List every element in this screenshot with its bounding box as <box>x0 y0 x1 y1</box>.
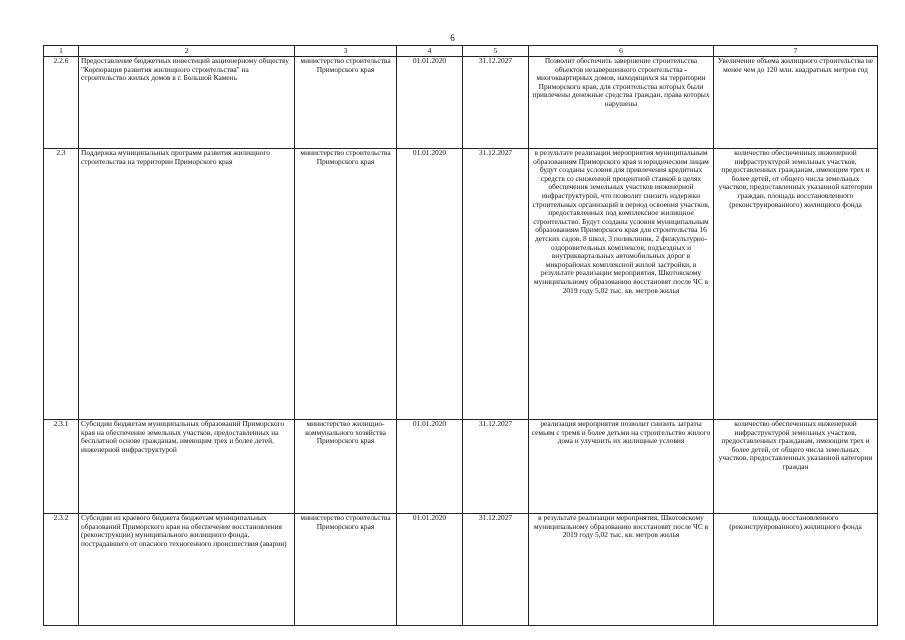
indicator: количество обеспеченных инженерной инфраструктурой земельных участков, предоставленных гражданам, имеющим трех и более детей, от общего числа земельных участков, предоставленных указанной категории граждан, площадь восстановленного (реконструированного) жилищного фонда <box>714 149 878 420</box>
header-cell: 6 <box>529 46 714 57</box>
expected-result: в результате реализации мероприятия муниципальным образованиям Приморского края и юридическим лицам будут созданы условия для привлечения кредитных средств со сниженной процентной ставкой в целях обеспечения земельных участков инженерной инфраструктурой, что позволит снизить издержки строительных организаций в период освоения участков, предоставленных под комплексное жилищное строительство. Будут созданы условия муниципальным образованиям Приморского края для строительства 16 детских садов, 8 школ, 3 поликлиник, 2 физкультурно-оздоровительных комплексов, подъездных и внутриквартальных автомобильных дорог в микрорайонах комплексной жилой застройки, в результате реализации мероприятия, Шкотовскому муниципальному образованию восстановят после ЧС в 2019 году 5,02 тыс. кв. метров жилья <box>529 149 714 420</box>
measure-name: Предоставление бюджетных инвестиций акционерному обществу "Корпорация развития жилищного строительства" на строительство жилых домов в г. Большой Камень <box>79 57 295 149</box>
indicator: Увеличение объема жилищного строительства не менее чем до 120 млн. квадратных метров год <box>714 57 878 149</box>
end-date: 31.12.2027 <box>463 57 529 149</box>
indicator: площадь восстановленного (реконструированного) жилищного фонда <box>714 514 878 626</box>
measure-name: Поддержка муниципальных программ развития жилищного строительства на территории Приморского края <box>79 149 295 420</box>
row-number: 2.3 <box>44 149 79 420</box>
table-row <box>44 420 878 514</box>
executor: министерство строительства Приморского края <box>295 514 397 626</box>
table-row <box>44 149 878 420</box>
header-cell: 5 <box>463 46 529 57</box>
start-date: 01.01.2020 <box>397 57 463 149</box>
indicator: количество обеспеченных инженерной инфраструктурой земельных участков, предоставленных гражданам, имеющим трех и более детей, от общего числа земельных участков, предоставленных указанной категории граждан <box>714 420 878 514</box>
expected-result: Позволит обеспечить завершение строительства объектов незавершенного строительства - многоквартирных домов, находящихся на территории Приморского края, для строительства которых были привлечены денежные средства граждан, права которых нарушены <box>529 57 714 149</box>
executor: министерство строительства Приморского края <box>295 149 397 420</box>
header-cell: 3 <box>295 46 397 57</box>
row-number: 2.3.2 <box>44 514 79 626</box>
end-date: 31.12.2027 <box>463 149 529 420</box>
header-cell: 4 <box>397 46 463 57</box>
measure-name: Субсидии из краевого бюджета бюджетам муниципальных образований Приморского края на обеспечение восстановления (реконструкции) муниципального жилищного фонда, пострадавшего от опасного техногенного происшествия (аварии) <box>79 514 295 626</box>
executor: министерство строительства Приморского края <box>295 57 397 149</box>
row-number: 2.2.6 <box>44 57 79 149</box>
measure-name: Субсидии бюджетам муниципальных образований Приморского края на обеспечение земельных участков, предоставленных на бесплатной основе гражданам, имеющим трех и более детей, инженерной инфраструктурой <box>79 420 295 514</box>
header-cell: 7 <box>714 46 878 57</box>
start-date: 01.01.2020 <box>397 149 463 420</box>
start-date: 01.01.2020 <box>397 420 463 514</box>
executor: министерство жилищно-коммунального хозяйства Приморского края <box>295 420 397 514</box>
header-cell: 1 <box>44 46 79 57</box>
page-number: 6 <box>450 33 455 43</box>
measures-table <box>43 45 878 626</box>
start-date: 01.01.2020 <box>397 514 463 626</box>
table-row <box>44 57 878 149</box>
expected-result: в результате реализации мероприятия, Шкотовскому муниципальному образованию восстановят после ЧС в 2019 году 5,02 тыс. кв. метров жилья <box>529 514 714 626</box>
header-cell: 2 <box>79 46 295 57</box>
end-date: 31.12.2027 <box>463 514 529 626</box>
row-number: 2.3.1 <box>44 420 79 514</box>
expected-result: реализация мероприятия позволит снизить затраты семьям с тремя и более детьми на строительство жилого дома и улучшить их жилищные условия <box>529 420 714 514</box>
table-row <box>44 514 878 626</box>
end-date: 31.12.2027 <box>463 420 529 514</box>
header-row <box>44 46 878 57</box>
